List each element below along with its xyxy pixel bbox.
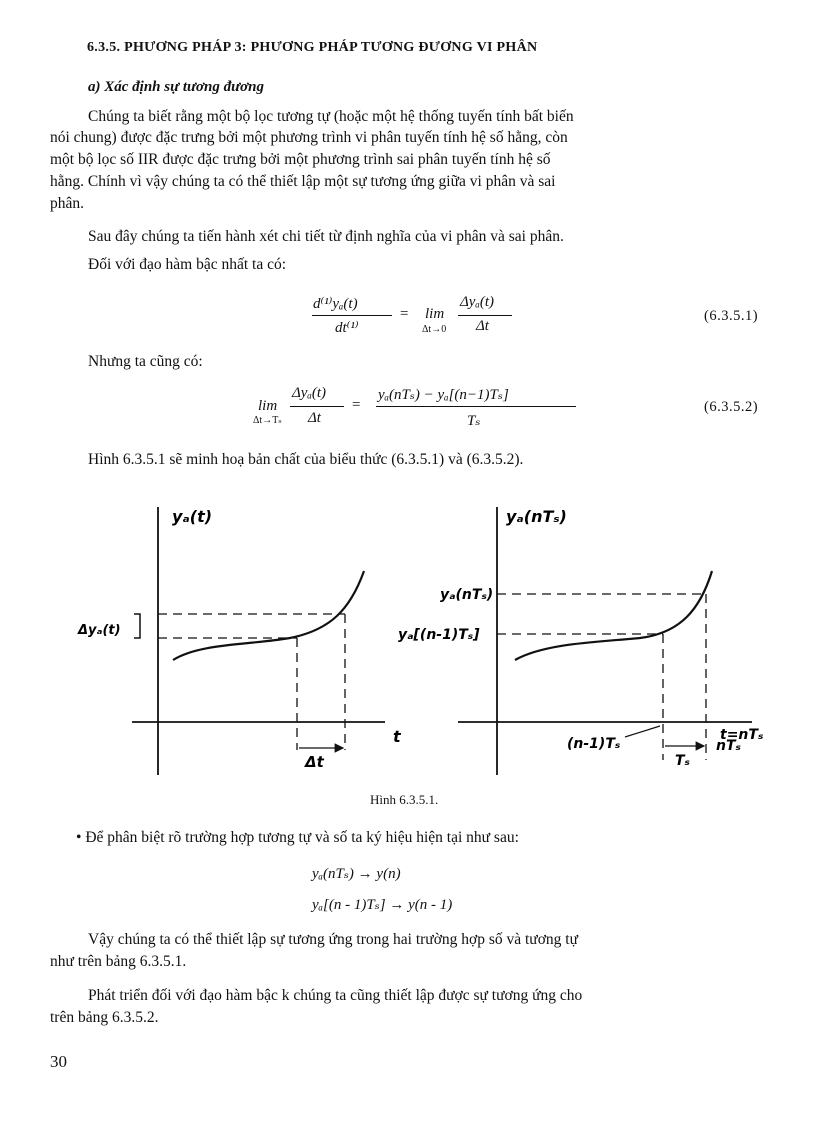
eq1-number: (6.3.5.1) (704, 308, 759, 324)
paragraph-2: Sau đây chúng ta tiến hành xét chi tiết từ định nghĩa của vi phân và sai phân. (88, 228, 564, 245)
tick1-pointer (625, 726, 660, 737)
eq2-lim: lim (258, 398, 278, 414)
left-curve (173, 571, 364, 660)
eq1-lhs-denominator: dt⁽¹⁾ (335, 320, 359, 336)
upper-value-label: yₐ(nTₛ) (440, 587, 494, 603)
left-x-label: t (393, 727, 401, 746)
text-line: trên bảng 6.3.5.2. (50, 1009, 159, 1026)
ts-label: Tₛ (675, 753, 690, 769)
mapping-2: yₐ[(n - 1)Tₛ] → y(n - 1) (312, 897, 453, 913)
eq1-equals: = (400, 306, 409, 322)
section-heading: 6.3.5. PHƯƠNG PHÁP 3: PHƯƠNG PHÁP TƯƠNG ĐƯƠNG VI PHÂN (87, 40, 538, 55)
delta-y-bracket (134, 614, 140, 638)
text-line: Phát triển đối với đạo hàm bậc k chúng ta cũng thiết lập được sự tương ứng cho (88, 987, 583, 1004)
text-line: hằng. Chính vì vậy chúng ta có thể thiết lập một sự tương ứng giữa vi phân và sai (50, 173, 556, 190)
lower-value-label: yₐ[(n-1)Tₛ] (398, 627, 480, 643)
paragraph-6: • Để phân biệt rõ trường hợp tương tự và số ta ký hiệu hiện tại như sau: (76, 829, 519, 846)
right-y-label: yₐ(nTₛ) (506, 507, 567, 526)
eq1-lim-subscript: Δt→0 (422, 324, 447, 335)
eq2-lhs-fraction-bar (290, 406, 344, 407)
subsection-heading: a) Xác định sự tương đương (88, 79, 265, 95)
text-line: Chúng ta biết rằng một bộ lọc tương tự (hoặc một hệ thống tuyến tính bất biến (88, 108, 574, 125)
eq2-rhs-numerator: yₐ(nTₛ) − yₐ[(n−1)Tₛ] (378, 387, 509, 403)
eq2-lhs-denominator: Δt (308, 410, 321, 426)
eq1-rhs-denominator: Δt (476, 318, 489, 334)
eq2-rhs-denominator: Tₛ (467, 413, 481, 429)
text-line: Vậy chúng ta có thể thiết lập sự tương ứng trong hai trường hợp số và tương tự (88, 931, 578, 948)
page-number: 30 (50, 1052, 67, 1071)
eq2-lim-subscript: Δt→Tₛ (253, 415, 282, 426)
right-curve (515, 571, 712, 660)
paragraph-5: Hình 6.3.5.1 sẽ minh hoạ bản chất của biểu thức (6.3.5.1) và (6.3.5.2). (88, 451, 524, 468)
paragraph-6-text: Để phân biệt rõ trường hợp tương tự và số ta ký hiệu hiện tại như sau: (85, 829, 519, 846)
eq1-lhs-fraction-bar (312, 315, 392, 316)
eq2-lhs-numerator: Δyₐ(t) (292, 385, 327, 401)
tick2-label: nTₛ (716, 738, 741, 754)
right-x-label: t=nTₛ (720, 727, 764, 743)
eq1-rhs-numerator: Δyₐ(t) (460, 294, 495, 310)
paragraph-3: Đối với đạo hàm bậc nhất ta có: (88, 256, 287, 273)
eq1-lim: lim (425, 306, 445, 322)
eq1-lhs-numerator: d⁽¹⁾yₐ(t) (313, 296, 358, 312)
eq2-rhs-fraction-bar (376, 406, 576, 407)
delta-y-label: Δyₐ(t) (78, 623, 121, 638)
text-line: một bộ lọc số IIR được đặc trưng bởi một phương trình sai phân tuyến tính hệ số (50, 151, 551, 168)
mapping-1: yₐ(nTₛ) → y(n) (312, 866, 401, 882)
eq2-equals: = (352, 397, 361, 413)
text-line: phân. (50, 195, 85, 212)
eq1-rhs-fraction-bar (458, 315, 512, 316)
figure-caption: Hình 6.3.5.1. (370, 792, 439, 807)
left-y-label: yₐ(t) (172, 507, 213, 526)
delta-t-label: Δt (305, 753, 324, 771)
paragraph-4: Nhưng ta cũng có: (88, 353, 203, 370)
text-line: nói chung) được đặc trưng bởi một phương trình vi phân tuyến tính hệ số hằng, còn (50, 129, 568, 146)
tick1-label: (n-1)Tₛ (567, 736, 621, 752)
eq2-number: (6.3.5.2) (704, 399, 759, 415)
text-line: như trên bảng 6.3.5.1. (50, 953, 187, 970)
figure-6-3-5-1 (0, 495, 816, 780)
